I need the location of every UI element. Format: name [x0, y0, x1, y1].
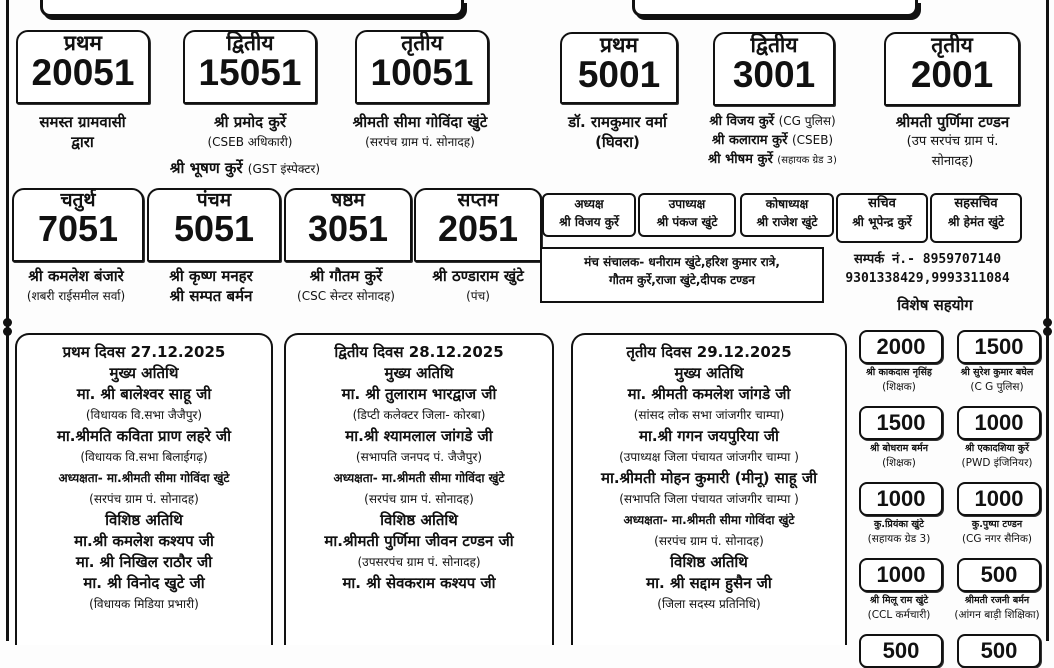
- day-title: प्रथम दिवस 27.12.2025: [62, 343, 226, 361]
- day-line: (सरपंच ग्राम पं. सोनादह): [364, 492, 474, 506]
- prize-winner: श्री प्रमोद कुर्रे (CSEB अधिकारी): [207, 113, 293, 149]
- day-line: (सभापति जिला पंचायत जांजगीर चाम्पा ): [619, 492, 799, 506]
- donor-note: (शिक्षक): [882, 381, 916, 393]
- day-line: मुख्य अतिथि: [109, 364, 179, 382]
- day-line: (उपसरपंच ग्राम पं. सोनादह): [357, 555, 481, 569]
- donor-name: कु.प्रियंका खुंटे: [874, 519, 924, 530]
- day-line: विशिष्ठ अतिथि: [670, 553, 748, 571]
- prize-box-first-b: प्रथम 5001: [560, 32, 678, 104]
- day-line: मुख्य अतिथि: [674, 364, 744, 382]
- donor-amount: 1000: [859, 558, 943, 592]
- prize-winner: श्रीमती पुर्णिमा टण्डन (उप सरपंच ग्राम पं. सोनादह): [895, 113, 1010, 169]
- day-line: अध्यक्षता- मा.श्रीमती सीमा गोविंदा खुंटे: [58, 471, 230, 485]
- donor-note: (C G पुलिस): [970, 381, 1024, 393]
- day-line: मा.श्री श्यामलाल जांगडे जी: [345, 427, 493, 445]
- prize-winner: श्री गौतम कुर्रे (CSC सेन्टर सोनादह): [297, 267, 395, 303]
- donor-note: (PWD इंजिनियर): [961, 457, 1033, 469]
- donor-amount: 500: [957, 634, 1041, 668]
- prize-box-fourth: चतुर्थ 7051: [12, 188, 144, 262]
- day-line: विशिष्ठ अतिथि: [105, 511, 183, 529]
- prize-rank: द्वितीय: [226, 30, 274, 55]
- prize-box-sixth: षष्ठम 3051: [284, 188, 412, 262]
- prize-winner: श्री विजय कुर्रे (CG पुलिस) श्री कलाराम कुर्रे (CSEB) श्री भीषम कुर्रे (सहायक ग्रेड 3): [708, 114, 837, 167]
- day-box-3: [571, 333, 847, 645]
- committee-joint-secretary: सहसचिव श्री हेमंत खुंटे: [930, 193, 1022, 243]
- donor-note: (आंगन बाड़ी शिक्षिका): [954, 609, 1040, 621]
- donor-note: (CCL कर्मचारी): [867, 609, 931, 621]
- day-line: मा. श्रीमती कमलेश जांगडे जी: [627, 385, 791, 403]
- day-line: (सरपंच ग्राम पं. सोनादह): [89, 492, 199, 506]
- donor-amount: 500: [859, 634, 943, 668]
- day-line: मा. श्री तुलाराम भारद्वाज जी: [341, 385, 497, 403]
- day-line: (जिला सदस्य प्रतिनिधि): [657, 597, 761, 611]
- day-box-2: [284, 333, 554, 645]
- prize-box-second: [183, 30, 317, 104]
- day-line: मा. श्री विनोद खुटे जी: [83, 574, 205, 592]
- committee-secretary: सचिव श्री भूपेन्द्र कुर्रे: [836, 193, 928, 243]
- committee-vice-president: उपाध्यक्ष श्री पंकज खुंटे: [638, 193, 736, 237]
- prize-amount: 15051: [198, 52, 302, 93]
- donor-amount: 2000: [859, 330, 943, 364]
- prize-amount: 20051: [31, 52, 135, 93]
- prize-winner: डॉ. रामकुमार वर्मा (घिवरा): [568, 113, 667, 151]
- donor-amount: 1500: [957, 330, 1041, 364]
- day-line: मा.श्रीमती पुर्णिमा जीवन टण्डन जी: [324, 532, 514, 550]
- prize-rank: तृतीय: [401, 30, 443, 55]
- day-line: अध्यक्षता- मा.श्रीमती सीमा गोविंदा खुंटे: [333, 471, 505, 485]
- prize-winner: श्री कमलेश बंजारे (शबरी राईसमील सर्वा): [26, 267, 126, 303]
- donor-amount: 1000: [957, 406, 1041, 440]
- prize-box-fifth: पंचम 5051: [147, 188, 281, 262]
- day-line: मा.श्री कमलेश कश्यप जी: [74, 532, 214, 550]
- prize-box-third-b: तृतीय 2001: [884, 32, 1020, 106]
- donor-amount: 500: [957, 558, 1041, 592]
- day-line: (उपाध्यक्ष जिला पंचायत जांजगीर चाम्पा ): [619, 450, 799, 464]
- day-line: (सांसद लोक सभा जांजगीर चाम्पा): [633, 408, 785, 422]
- prize-amount: 10051: [370, 52, 474, 93]
- prize-winner: श्री ठण्डाराम खुंटे (पंच): [432, 267, 524, 303]
- frame-knot-left-bottom: [3, 327, 12, 336]
- prize-winner: समस्त ग्रामवासी द्वारा: [39, 113, 126, 151]
- day-line: (सरपंच ग्राम पं. सोनादह): [654, 534, 764, 548]
- day-line: अध्यक्षता- मा.श्रीमती सीमा गोविंदा खुंटे: [623, 513, 795, 527]
- day-line: मा. श्री बालेश्वर साहू जी: [76, 385, 212, 403]
- day-title: तृतीय दिवस 29.12.2025: [626, 343, 792, 361]
- day-line: (विधायक मिडिया प्रभारी): [89, 597, 199, 611]
- stage-conductors: मंच संचालक- धनीराम खुंटे,हरिश कुमार रात्रे, गौतम कुर्रे,राजा खुंटे,दीपक टण्डन: [540, 247, 824, 303]
- day-line: मा. श्री सेवकराम कश्यप जी: [342, 574, 496, 592]
- day-line: मा.श्रीमती मोहन कुमारी (मीनू) साहू जी: [600, 469, 817, 487]
- donor-name: श्री काकदास नृसिंह: [866, 367, 932, 378]
- day-line: मा. श्री निखिल राठौर जी: [75, 553, 213, 571]
- extra-sponsor: श्री भूषण कुर्रे (GST इंस्पेक्टर): [169, 159, 321, 177]
- donor-name: श्री बोधराम बर्मन: [870, 443, 928, 454]
- donor-name: श्री मिलू राम खुंटे: [869, 595, 929, 606]
- donor-note: (CG नगर सैनिक): [961, 533, 1033, 545]
- day-line: (सभापति जनपद पं. जैजैपुर): [355, 450, 483, 464]
- donor-amount: 1000: [957, 482, 1041, 516]
- header-title-box-left: [40, 0, 464, 17]
- day-line: मा. श्री सद्दाम हुसैन जी: [646, 574, 772, 592]
- donor-name: श्री एकादशिया कुर्रे: [965, 443, 1029, 454]
- frame-knot-right-top: [1043, 318, 1052, 327]
- prize-box-second-b: द्वितीय 3001: [713, 32, 835, 106]
- day-line: (डिप्टी कलेक्टर जिला- कोरबा): [352, 408, 486, 422]
- donor-amount: 1500: [859, 406, 943, 440]
- day-line: मा.श्री गगन जयपुरिया जी: [639, 427, 779, 445]
- special-support-title: विशेष सहयोग: [897, 296, 973, 314]
- prize-box-first: [16, 30, 150, 104]
- donor-grid: [855, 330, 1045, 663]
- day-box-1: [15, 333, 273, 645]
- donor-name: कु.पुष्पा टण्डन: [971, 519, 1023, 530]
- prize-winner: श्रीमती सीमा गोविंदा खुंटे (सरपंच ग्राम पं. सोनादह): [352, 113, 488, 149]
- donor-name: श्री सुरेश कुमार बघेल: [960, 367, 1034, 378]
- committee-treasurer: कोषाध्यक्ष श्री राजेश खुंटे: [740, 193, 834, 237]
- donor-note: (सहायक ग्रेड 3): [867, 533, 931, 545]
- prize-rank: प्रथम: [64, 30, 102, 55]
- day-title: द्वितीय दिवस 28.12.2025: [334, 343, 504, 361]
- day-line: (विधायक वि.सभा जैजैपुर): [85, 408, 203, 422]
- day-line: मुख्य अतिथि: [384, 364, 454, 382]
- prize-box-third: [355, 30, 489, 104]
- committee-president: अध्यक्ष श्री विजय कुर्रे: [542, 193, 636, 237]
- day-line: मा.श्रीमति कविता प्राण लहरे जी: [56, 427, 232, 445]
- header-title-box-right: [632, 0, 918, 17]
- day-line: (विधायक वि.सभा बिलाईगढ़): [80, 450, 208, 464]
- contact-numbers: सम्पर्क नं.- 8959707140 9301338429,9993311084: [845, 252, 1010, 286]
- prize-box-seventh: सप्तम 2051: [414, 188, 542, 262]
- prize-winner: श्री कृष्ण मनहर श्री सम्पत बर्मन: [169, 267, 253, 305]
- donor-note: (शिक्षक): [882, 457, 916, 469]
- day-line: विशिष्ठ अतिथि: [380, 511, 458, 529]
- frame-knot-left-top: [3, 318, 12, 327]
- donor-amount: 1000: [859, 482, 943, 516]
- donor-name: श्रीमती रजनी बर्मन: [964, 595, 1030, 606]
